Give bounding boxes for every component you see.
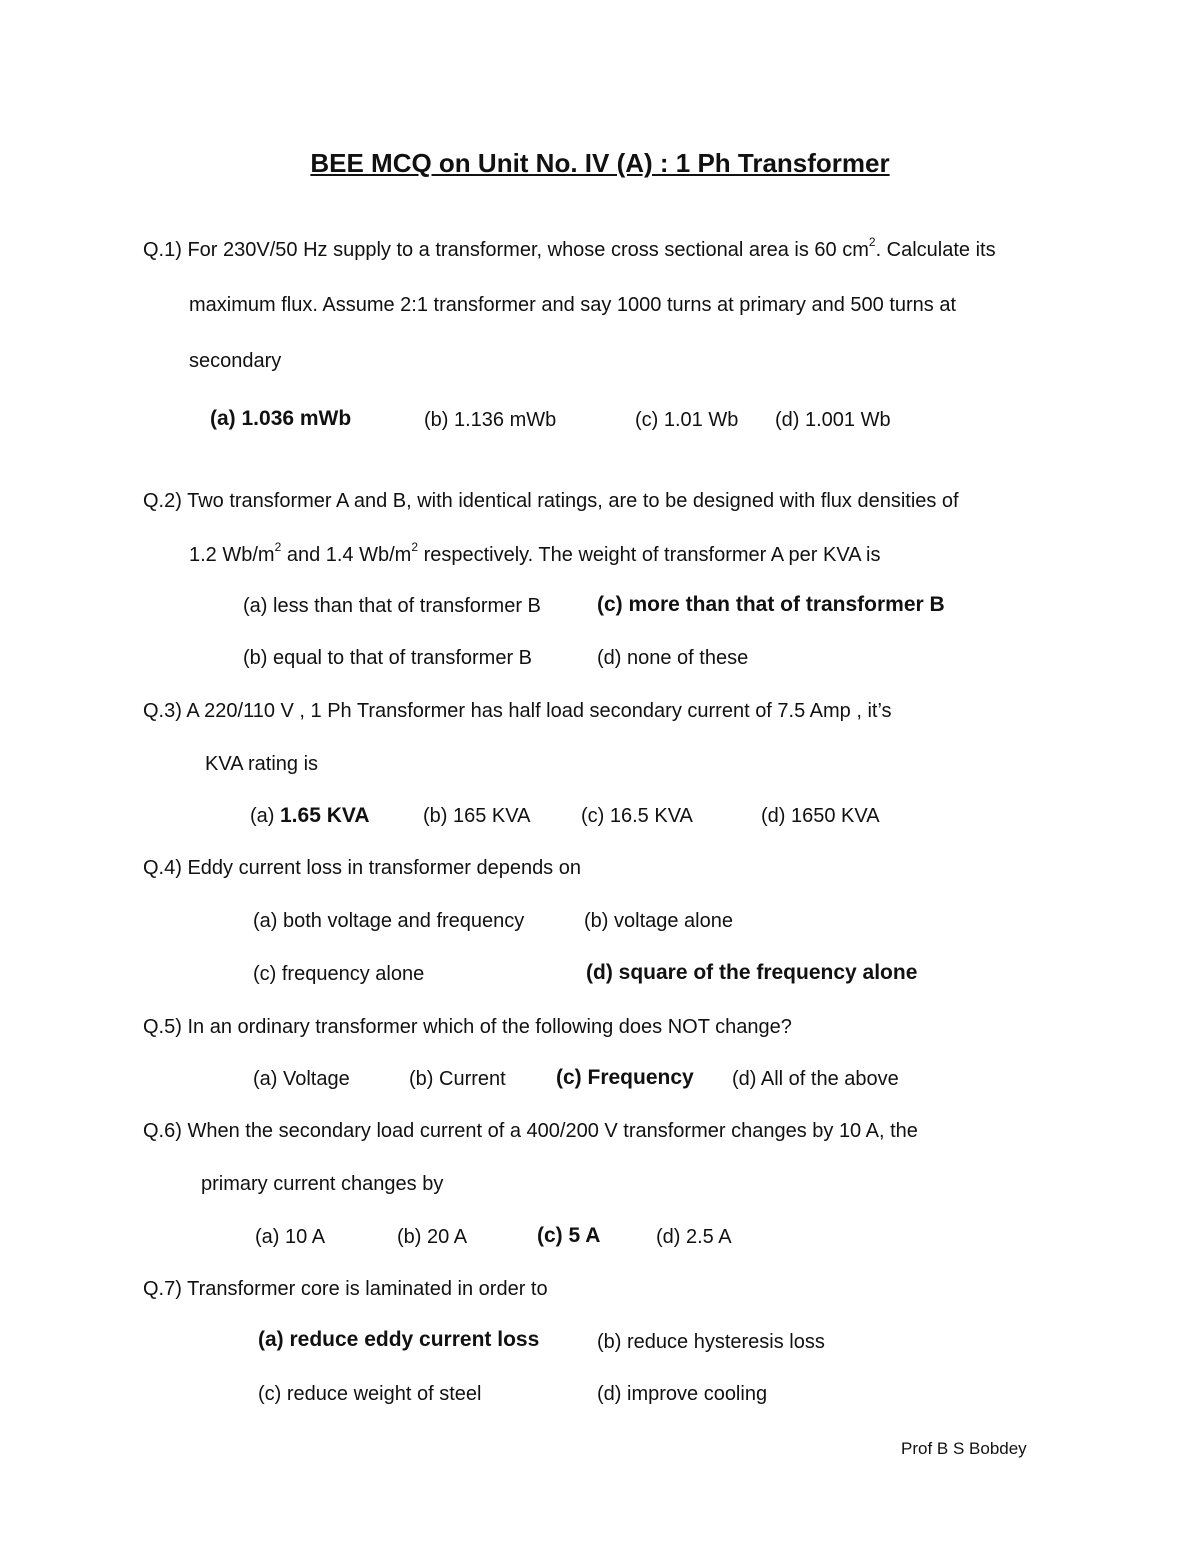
q6-option-a: (a) 10 A	[255, 1226, 326, 1248]
q7-option-d: (d) improve cooling	[597, 1383, 768, 1405]
q6-option-d: (d) 2.5 A	[656, 1226, 732, 1248]
q2-option-a: (a) less than that of transformer B	[243, 595, 541, 617]
q3-option-a-value: 1.65 KVA	[280, 804, 370, 827]
q4-option-d: (d) square of the frequency alone	[586, 961, 918, 984]
q6-option-b: (b) 20 A	[397, 1226, 468, 1248]
q7-option-a: (a) reduce eddy current loss	[258, 1328, 540, 1351]
q4-option-b: (b) voltage alone	[584, 910, 733, 932]
q2-line2-sup1: 2	[274, 540, 282, 555]
q7-option-b: (b) reduce hysteresis loss	[597, 1331, 825, 1353]
q3-option-a-label: (a)	[250, 805, 280, 827]
q1-option-b: (b) 1.136 mWb	[424, 409, 557, 431]
q1-line2: maximum flux. Assume 2:1 transformer and say 1000 turns at primary and 500 turns at	[189, 294, 957, 316]
q1-line1-post: . Calculate its	[875, 239, 996, 261]
q2-option-c: (c) more than that of transformer B	[597, 593, 945, 616]
q7-option-c: (c) reduce weight of steel	[258, 1383, 482, 1405]
q4-option-c: (c) frequency alone	[253, 963, 425, 985]
q3-option-d: (d) 1650 KVA	[761, 805, 880, 827]
q3-line2: KVA rating is	[205, 753, 319, 775]
q2-line2	[189, 540, 881, 567]
q2-line2-part2: and 1.4 Wb/m	[281, 544, 412, 566]
q1-option-a: (a) 1.036 mWb	[210, 407, 352, 430]
q6-option-c: (c) 5 A	[537, 1224, 601, 1247]
q2-line2-part3: respectively. The weight of transformer A per KVA is	[418, 544, 881, 566]
q5-option-c: (c) Frequency	[556, 1066, 694, 1089]
q1-line1-sup: 2	[868, 235, 876, 250]
q5-option-b: (b) Current	[409, 1068, 506, 1090]
q3-option-b: (b) 165 KVA	[423, 805, 531, 827]
page-title-text: BEE MCQ on Unit No. IV (A) : 1 Ph Transformer	[310, 148, 890, 178]
q7-line1: Q.7) Transformer core is laminated in order to	[143, 1278, 548, 1300]
q1-line1-pre: Q.1) For 230V/50 Hz supply to a transformer, whose cross sectional area is 60 cm	[143, 239, 869, 261]
q1-line1	[143, 235, 996, 262]
q2-option-b: (b) equal to that of transformer B	[243, 647, 533, 669]
q4-line1: Q.4) Eddy current loss in transformer depends on	[143, 857, 581, 879]
q2-line2-sup2: 2	[411, 540, 419, 555]
q3-line1: Q.3) A 220/110 V , 1 Ph Transformer has half load secondary current of 7.5 Amp , it’s	[143, 700, 892, 722]
q5-option-d: (d) All of the above	[732, 1068, 899, 1090]
q1-option-d: (d) 1.001 Wb	[775, 409, 891, 431]
q2-line1: Q.2) Two transformer A and B, with identical ratings, are to be designed with flux densities of	[143, 490, 959, 512]
q2-option-d: (d) none of these	[597, 647, 749, 669]
q2-line2-part1: 1.2 Wb/m	[189, 544, 275, 566]
q5-line1: Q.5) In an ordinary transformer which of the following does NOT change?	[143, 1016, 792, 1038]
q4-option-a: (a) both voltage and frequency	[253, 910, 525, 932]
q3-option-a	[250, 804, 370, 828]
page-title	[0, 147, 1200, 179]
footer-author: Prof B S Bobdey	[901, 1439, 1027, 1458]
q6-line1: Q.6) When the secondary load current of a 400/200 V transformer changes by 10 A, the	[143, 1120, 918, 1142]
q5-option-a: (a) Voltage	[253, 1068, 350, 1090]
q6-line2: primary current changes by	[201, 1173, 444, 1195]
q3-option-c: (c) 16.5 KVA	[581, 805, 693, 827]
q1-option-c: (c) 1.01 Wb	[635, 409, 739, 431]
q1-line3: secondary	[189, 350, 282, 372]
